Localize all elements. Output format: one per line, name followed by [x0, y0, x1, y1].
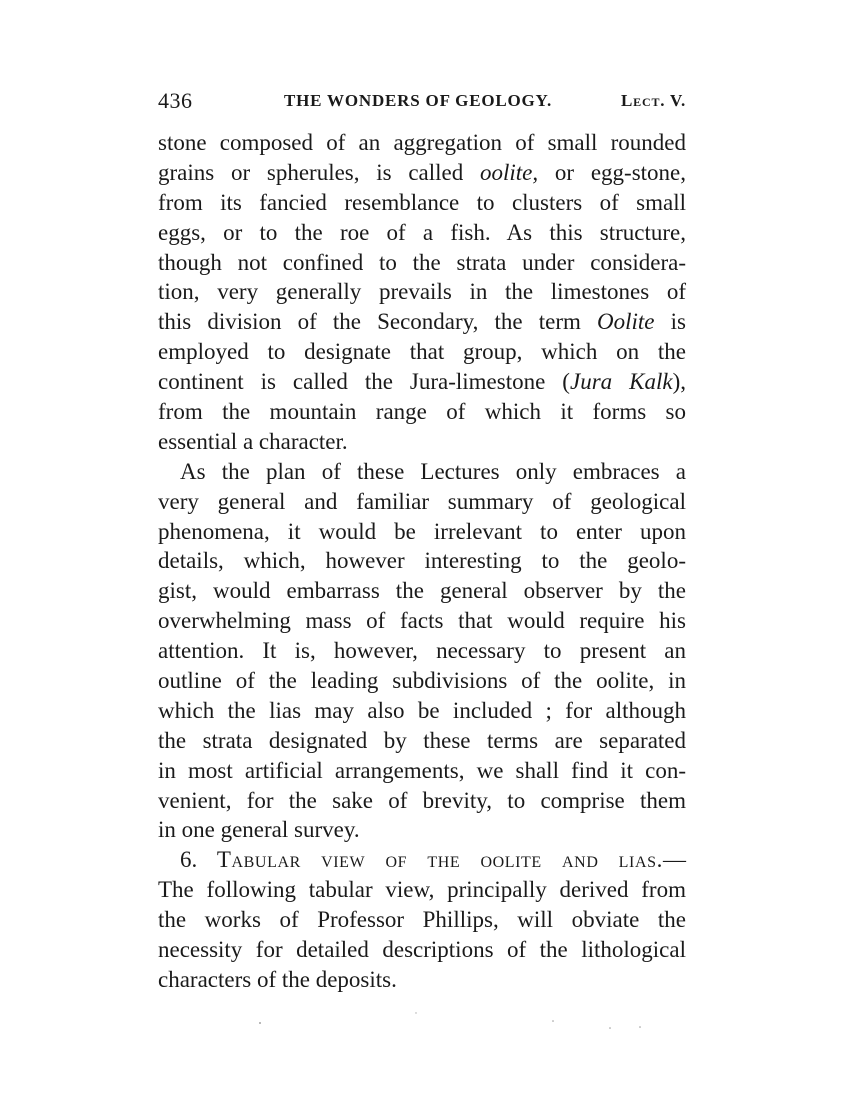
text-line: necessity for detailed descriptions of the lithological: [158, 937, 686, 963]
text-line: in most artificial arrangements, we shall find it con-: [158, 757, 686, 783]
text-line: employed to designate that group, which on the: [158, 339, 686, 365]
running-header: [158, 88, 686, 118]
text-line: stone composed of an aggregation of small rounded: [158, 130, 686, 155]
text-line: continent is called the Jura-limestone (Jura Kalk),: [158, 369, 686, 395]
term-jura-kalk: Jura Kalk: [569, 369, 673, 395]
text-line: the strata designated by these terms are separated: [158, 727, 686, 753]
term-oolite: oolite,: [480, 159, 539, 185]
text-line: gist, would embarrass the general observer by the: [158, 578, 686, 604]
section-heading: 6. Tabular view of the oolite and lias.—: [180, 847, 686, 873]
page-number: 436: [158, 88, 193, 113]
text-line: from its fancied resemblance to clusters of small: [158, 189, 686, 215]
text-line: which the lias may also be included ; for although: [158, 697, 686, 723]
text-line: phenomena, it would be irrelevant to enter upon: [158, 518, 686, 544]
term-oolite-capital: Oolite: [597, 309, 655, 335]
text-line: essential a character.: [158, 428, 348, 454]
text-line: The following tabular view, principally derived from: [158, 877, 686, 903]
lecture-label: Lect. V.: [621, 91, 686, 110]
text-line: tion, very generally prevails in the limestones of: [158, 279, 686, 305]
text-line: attention. It is, however, necessary to present an: [158, 638, 686, 664]
text-line: venient, for the sake of brevity, to comprise them: [158, 787, 686, 813]
text-line: details, which, however interesting to the geolo-: [158, 548, 686, 574]
text-line: the works of Professor Phillips, will obviate the: [158, 907, 686, 933]
text-line: very general and familiar summary of geological: [158, 488, 686, 514]
text-line: in one general survey.: [158, 817, 360, 843]
text-line: grains or spherules, is called oolite, or egg-stone,: [158, 159, 686, 185]
text-line: from the mountain range of which it forms so: [158, 399, 686, 425]
text-line: eggs, or to the roe of a fish. As this structure,: [158, 219, 686, 245]
body-text: [158, 128, 686, 995]
text-line: this division of the Secondary, the term Oolite is: [158, 309, 686, 335]
text-line: overwhelming mass of facts that would require his: [158, 608, 686, 634]
text-line: though not confined to the strata under considera-: [158, 249, 686, 275]
text-line: outline of the leading subdivisions of the oolite, in: [158, 668, 686, 694]
text-line: As the plan of these Lectures only embraces a: [180, 458, 686, 484]
text-line: characters of the deposits.: [158, 966, 397, 992]
running-title: THE WONDERS OF GEOLOGY.: [284, 91, 553, 110]
section-title: Tabular view of the oolite and lias.: [216, 847, 663, 873]
